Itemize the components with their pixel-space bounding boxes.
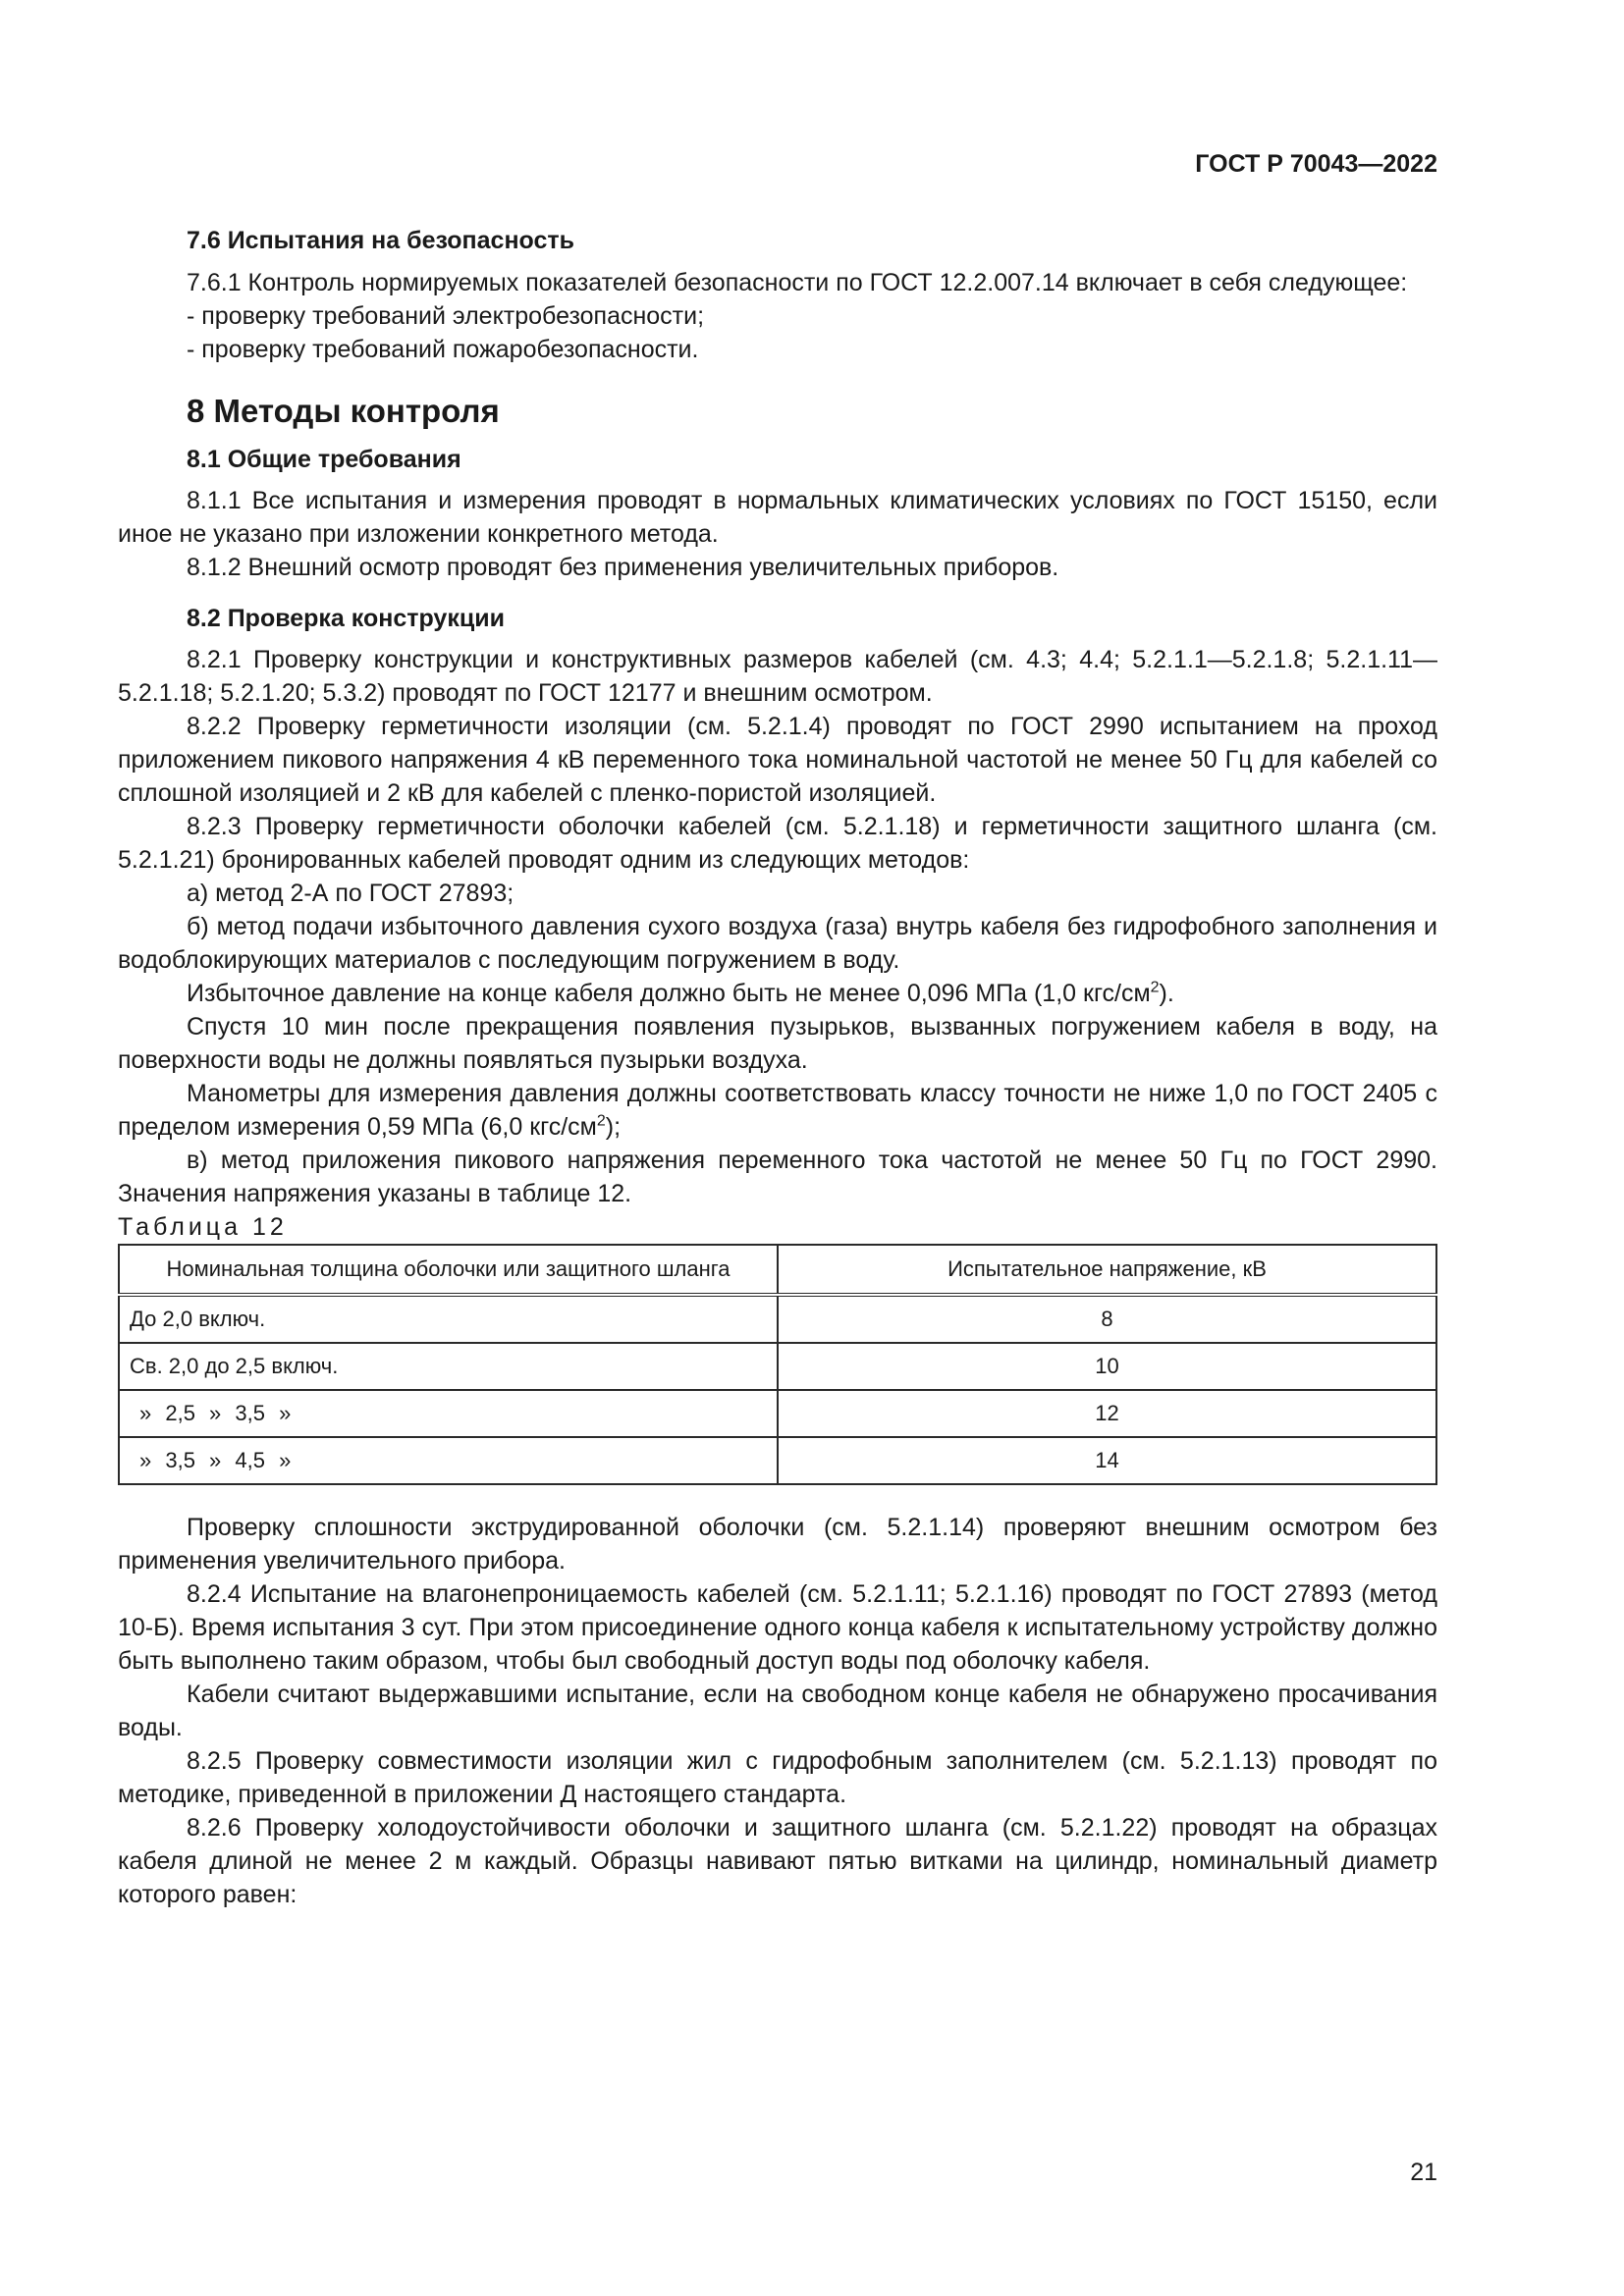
section-8-1-heading: 8.1 Общие требования <box>187 446 461 473</box>
paragraph-7-6-1: 7.6.1 Контроль нормируемых показателей безопасности по ГОСТ 12.2.007.14 включает в себя следующее: <box>187 269 1408 296</box>
page-number: 21 <box>1410 2159 1437 2186</box>
table-header-row <box>119 1245 1436 1295</box>
continuity-paragraph: Проверку сплошности экструдированной оболочки (см. 5.2.1.14) проверяют внешним осмотром без применения увеличительного прибора. <box>118 1514 1437 1575</box>
list-item-electrical-safety: - проверку требований электробезопасности; <box>187 302 705 330</box>
section-8-heading: 8 Методы контроля <box>187 393 500 429</box>
table-cell-thickness: » 2,5 » 3,5 » <box>119 1390 778 1437</box>
list-item-fire-safety: - проверку требований пожаробезопасности. <box>187 336 699 363</box>
table-cell-thickness: Св. 2,0 до 2,5 включ. <box>119 1343 778 1390</box>
table-cell-voltage: 10 <box>778 1343 1436 1390</box>
table-cell-voltage: 8 <box>778 1295 1436 1343</box>
pressure-paragraph: Избыточное давление на конце кабеля должно быть не менее 0,096 МПа (1,0 кгс/$см^2$). <box>187 979 1174 1007</box>
document-body <box>118 224 1437 1911</box>
table-row <box>119 1343 1436 1390</box>
paragraph-8-2-5: 8.2.5 Проверку совместимости изоляции жил с гидрофобным заполнителем (см. 5.2.1.13) проводят по методике, приведенной в приложении Д настоящего стандарта. <box>118 1747 1437 1808</box>
table-cell-thickness: » 3,5 » 4,5 » <box>119 1437 778 1484</box>
method-c: в) метод приложения пикового напряжения переменного тока частотой не менее 50 Гц по ГОСТ 2990. Значения напряжения указаны в таблице 12. <box>118 1147 1437 1207</box>
table-row <box>119 1295 1436 1343</box>
paragraph-8-2-4: 8.2.4 Испытание на влагонепроницаемость кабелей (см. 5.2.1.11; 5.2.1.16) проводят по ГОСТ 27893 (метод 10-Б). Время испытания 3 сут. При этом присоединение одного конца кабеля к испытательному устройству должно быть выполнено таким образом, чтобы был свободный доступ воды под оболочку кабеля. <box>118 1580 1437 1675</box>
section-7-6-heading: 7.6 Испытания на безопасность <box>187 227 575 254</box>
table-row <box>119 1390 1436 1437</box>
water-seepage-paragraph: Кабели считают выдержавшими испытание, если на свободном конце кабеля не обнаружено просачивания воды. <box>118 1681 1437 1741</box>
document-page <box>118 0 1437 2296</box>
table-header-voltage: Испытательное напряжение, кВ <box>778 1245 1436 1295</box>
paragraph-8-2-2: 8.2.2 Проверку герметичности изоляции (см. 5.2.1.4) проводят по ГОСТ 2990 испытанием на проход приложением пикового напряжения 4 кВ переменного тока номинальной частотой не менее 50 Гц для кабелей со сплошной изоляцией и 2 кВ для кабелей с пленко-пористой изоляцией. <box>118 713 1437 807</box>
gauge-paragraph: Манометры для измерения давления должны соответствовать классу точности не ниже 1,0 по ГОСТ 2405 с пределом измерения 0,59 МПа (6,0 кгс/$см^2$); <box>118 1080 1437 1141</box>
paragraph-8-1-1: 8.1.1 Все испытания и измерения проводят в нормальных климатических условиях по ГОСТ 15150, если иное не указано при изложении конкретного метода. <box>118 487 1437 548</box>
method-b: б) метод подачи избыточного давления сухого воздуха (газа) внутрь кабеля без гидрофобного заполнения и водоблокирующих материалов с последующим погружением в воду. <box>118 913 1437 974</box>
paragraph-8-1-2: 8.1.2 Внешний осмотр проводят без применения увеличительных приборов. <box>187 554 1059 581</box>
section-8-2-heading: 8.2 Проверка конструкции <box>187 605 505 632</box>
document-code-header: ГОСТ Р 70043—2022 <box>1195 150 1437 178</box>
table-cell-voltage: 12 <box>778 1390 1436 1437</box>
paragraph-8-2-1: 8.2.1 Проверку конструкции и конструктивных размеров кабелей (см. 4.3; 4.4; 5.2.1.1—5.2.1.8; 5.2.1.11—5.2.1.18; 5.2.1.20; 5.3.2) проводят по ГОСТ 12177 и внешним осмотром. <box>118 646 1437 707</box>
paragraph-8-2-6: 8.2.6 Проверку холодоустойчивости оболочки и защитного шланга (см. 5.2.1.22) проводят на образцах кабеля длиной не менее 2 м каждый. Образцы навивают пятью витками на цилиндр, номинальный диаметр которого равен: <box>118 1814 1437 1908</box>
table-cell-thickness: До 2,0 включ. <box>119 1295 778 1343</box>
table-row <box>119 1437 1436 1484</box>
bubbles-paragraph: Спустя 10 мин после прекращения появления пузырьков, вызванных погружением кабеля в воду, на поверхности воды не должны появляться пузырьки воздуха. <box>118 1013 1437 1074</box>
table-12 <box>118 1244 1437 1485</box>
method-a: а) метод 2-А по ГОСТ 27893; <box>187 880 514 907</box>
table-header-thickness: Номинальная толщина оболочки или защитного шланга <box>119 1245 778 1295</box>
table-12-caption: Таблица 12 <box>118 1213 288 1241</box>
table-cell-voltage: 14 <box>778 1437 1436 1484</box>
paragraph-8-2-3: 8.2.3 Проверку герметичности оболочки кабелей (см. 5.2.1.18) и герметичности защитного шланга (см. 5.2.1.21) бронированных кабелей проводят одним из следующих методов: <box>118 813 1437 874</box>
